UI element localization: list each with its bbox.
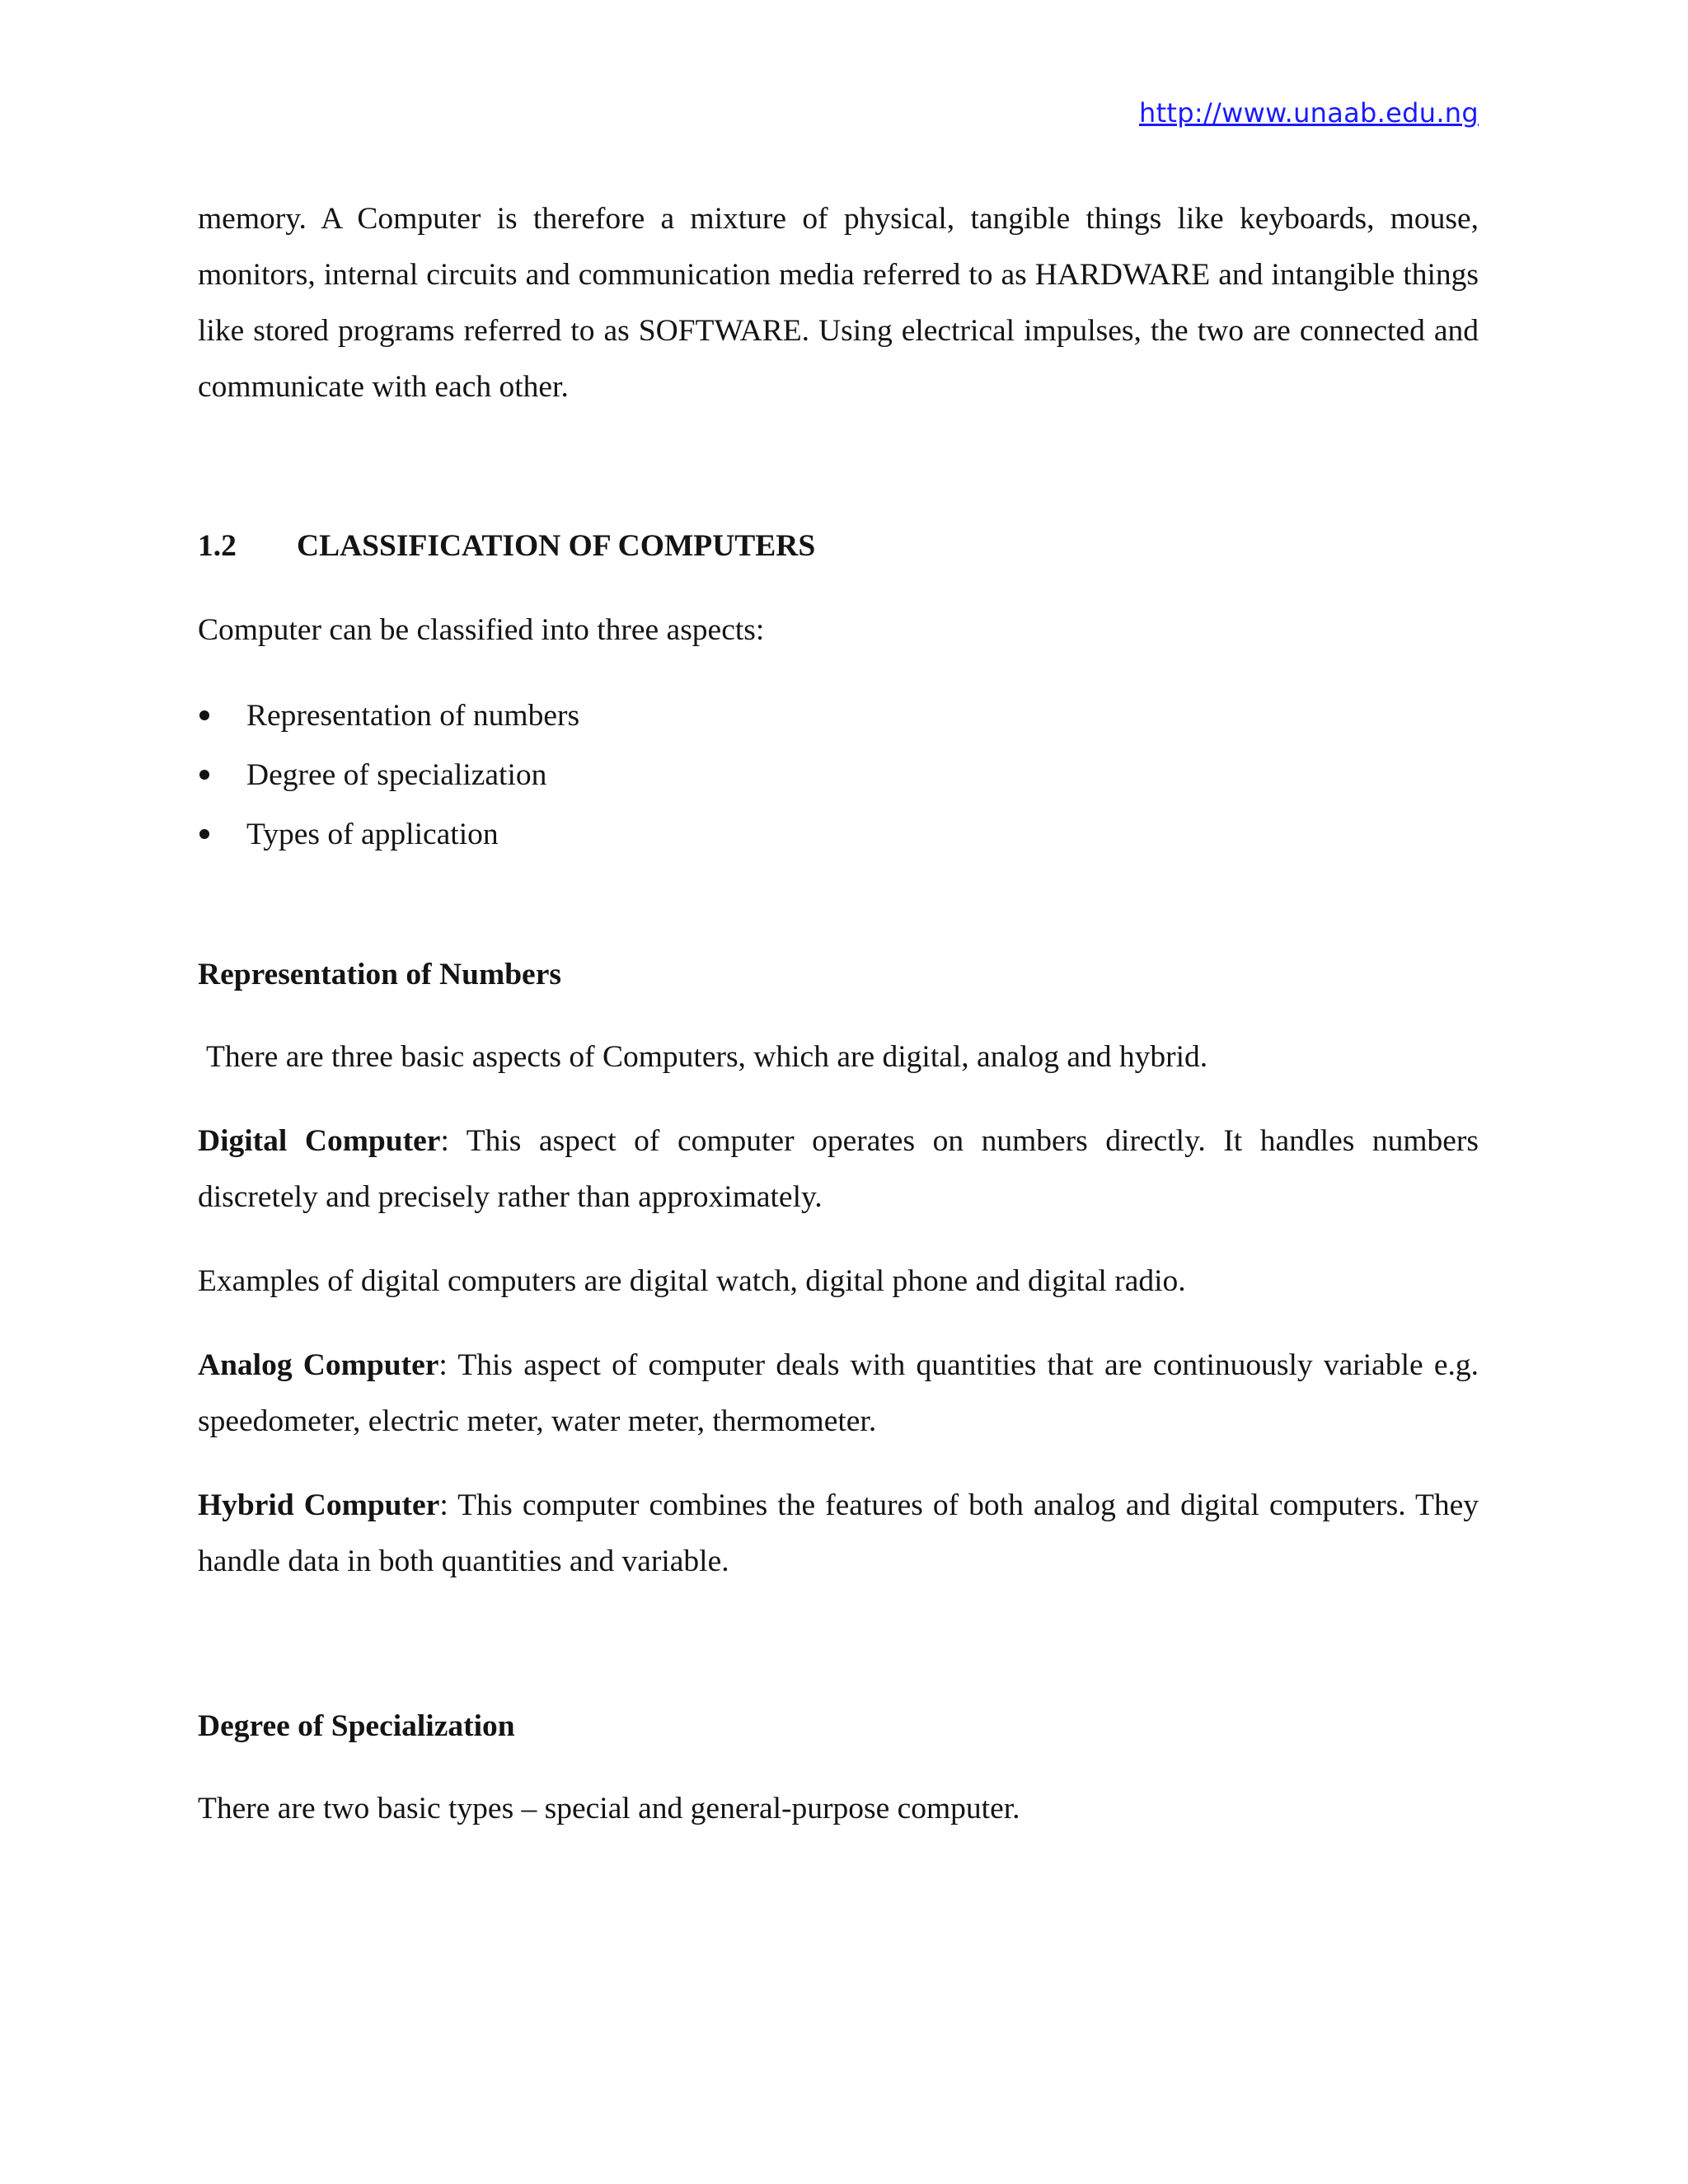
section-lead: Computer can be classified into three aspects: bbox=[198, 613, 765, 647]
representation-intro: There are three basic aspects of Computers, which are digital, analog and hybrid. bbox=[206, 1040, 1208, 1074]
page-content bbox=[198, 191, 1479, 1865]
hybrid-computer-text: : This computer combines the features of both analog and digital computers. They handle data in both quantities and variable. bbox=[198, 1488, 1479, 1578]
list-item-label: Representation of numbers bbox=[246, 699, 580, 733]
hybrid-computer-paragraph bbox=[198, 1478, 1479, 1590]
bullet-icon bbox=[199, 770, 209, 780]
list-item bbox=[198, 687, 1479, 746]
section-heading bbox=[198, 518, 1479, 574]
hybrid-computer-term: Hybrid Computer bbox=[198, 1488, 440, 1522]
analog-computer-paragraph bbox=[198, 1338, 1479, 1450]
representation-heading: Representation of Numbers bbox=[198, 958, 561, 991]
specialization-paragraph: There are two basic types – special and general-purpose computer. bbox=[198, 1792, 1020, 1825]
intro-paragraph: memory. A Computer is therefore a mixture of physical, tangible things like keyboards, mouse, monitors, internal circuits and communication media referred to as HARDWARE and intangible things like stored programs referred to as SOFTWARE. Using electrical impulses, the two are connected and communicate with each other. bbox=[198, 202, 1479, 404]
bullet-icon bbox=[199, 829, 209, 839]
analog-computer-term: Analog Computer bbox=[198, 1348, 439, 1382]
digital-computer-term: Digital Computer bbox=[198, 1124, 441, 1158]
digital-computer-text: : This aspect of computer operates on numbers directly. It handles numbers discretely and precisely rather than approximately. bbox=[198, 1124, 1479, 1214]
classification-list bbox=[198, 687, 1479, 865]
list-item bbox=[198, 805, 1479, 865]
section-number: 1.2 bbox=[198, 529, 237, 563]
list-item-label: Types of application bbox=[246, 818, 499, 851]
digital-examples-paragraph: Examples of digital computers are digital watch, digital phone and digital radio. bbox=[198, 1264, 1186, 1298]
header-url-link[interactable]: http://www.unaab.edu.ng bbox=[1139, 97, 1479, 129]
list-item-label: Degree of specialization bbox=[246, 758, 547, 792]
specialization-heading: Degree of Specialization bbox=[198, 1709, 515, 1743]
list-item bbox=[198, 746, 1479, 805]
digital-computer-paragraph bbox=[198, 1113, 1479, 1226]
analog-computer-text: : This aspect of computer deals with quantities that are continuously variable e.g. speedometer, electric meter, water meter, thermometer. bbox=[198, 1348, 1479, 1438]
bullet-icon bbox=[199, 710, 209, 720]
section-title: CLASSIFICATION OF COMPUTERS bbox=[297, 529, 816, 563]
